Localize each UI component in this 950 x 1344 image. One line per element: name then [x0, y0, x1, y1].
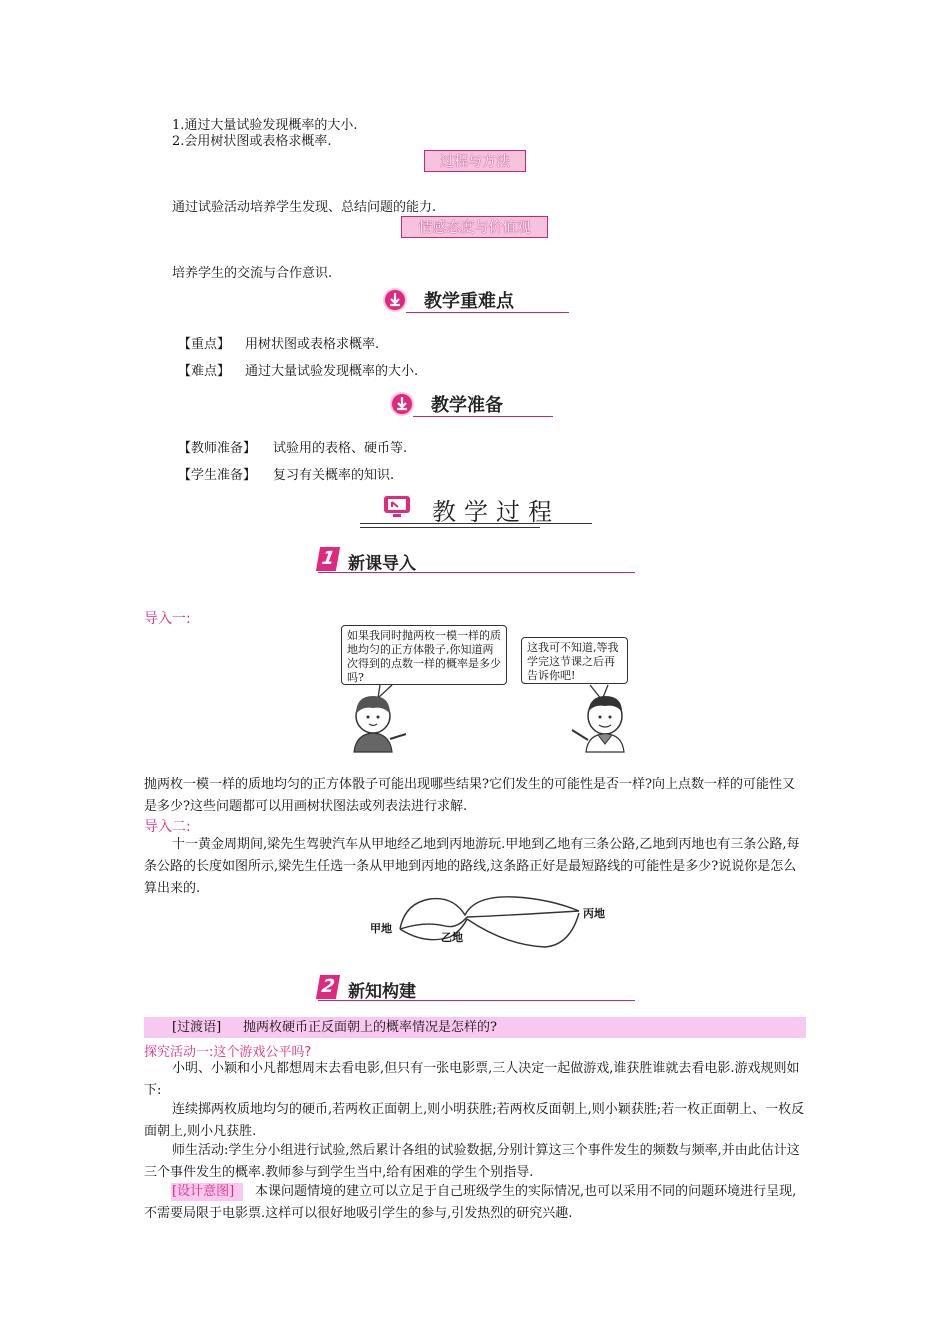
divider: [318, 572, 635, 573]
preparation-heading: 教学准备: [431, 395, 503, 416]
monitor-icon: [382, 494, 412, 520]
cartoon-illustration: [340, 684, 635, 754]
intro2-text: 十一黄金周期间,梁先生驾驶汽车从甲地经乙地到丙地游玩.甲地到乙地有三条公路,乙地到丙地也有三条公路,每条公路的长度如图所示,梁先生任选一条从甲地到丙地的路线,这条路正好是最短路线的可能性是多少?说说你是怎么算出来的.: [144, 837, 800, 896]
divider: [360, 527, 540, 528]
down-arrow-icon: [390, 392, 414, 416]
process-method-badge: 过程与方法: [424, 150, 526, 172]
section-2-number: 2: [316, 975, 340, 999]
process-method-text: 通过试验活动培养学生发现、总结问题的能力.: [172, 200, 437, 215]
emotion-text: 培养学生的交流与合作意识.: [172, 266, 333, 281]
speech-bubble-left: 如果我同时抛两枚一模一样的质地均匀的正方体骰子,你知道两次得到的点数一样的概率是多少吗?: [341, 625, 507, 685]
key-text: 用树状图或表格求概率.: [245, 337, 380, 352]
section-1-number: 1: [316, 547, 340, 571]
divider: [406, 312, 569, 313]
map-label-a: 甲地: [370, 922, 392, 935]
design-label: [设计意图]: [172, 1184, 235, 1199]
map-label-b: 乙地: [441, 931, 463, 944]
student-prep-label: 【学生准备】: [178, 468, 257, 483]
down-arrow-icon: [383, 288, 407, 312]
divider: [413, 416, 553, 417]
objective-1: 1.通过大量试验发现概率的大小.: [172, 118, 358, 133]
speech-bubble-right: 这我可不知道,等我学完这节课之后再告诉你吧!: [521, 637, 628, 684]
design-text: 本课问题情境的建立可以立足于自己班级学生的实际情况,也可以采用不同的问题环境进行呈现,不需要局限于电影票.这样可以很好地吸引学生的参与,引发热烈的研究兴趣.: [144, 1184, 797, 1221]
divider: [360, 523, 592, 524]
route-map: [395, 893, 585, 953]
key-points-heading: 教学重难点: [424, 291, 514, 312]
difficult-label: 【难点】: [178, 364, 231, 379]
girl-figure: [354, 696, 406, 752]
objective-2: 2.会用树状图或表格求概率.: [172, 134, 332, 149]
explore1-paragraph-3: 师生活动:学生分小组进行试验,然后累计各组的试验数据,分别计算这三个事件发生的频数与频率,并由此估计这三个事件发生的概率.教师参与到学生当中,给有困难的学生个别指导.: [144, 1143, 800, 1180]
key-label: 【重点】: [178, 337, 231, 352]
explore1-paragraph-1: 小明、小颖和小凡都想周末去看电影,但只有一张电影票,三人决定一起做游戏,谁获胜谁就去看电影.游戏规则如下:: [144, 1061, 800, 1098]
intro2-label: 导入二:: [144, 819, 191, 835]
map-label-c: 丙地: [583, 907, 605, 920]
transition-label: [过渡语]: [172, 1020, 222, 1035]
intro1-text: 抛两枚一模一样的质地均匀的正方体骰子可能出现哪些结果?它们发生的可能性是否一样?向上点数一样的可能性又是多少?这些问题都可以用画树状图法或列表法进行求解.: [144, 777, 795, 814]
transition-text: 抛两枚硬币正反面朝上的概率情况是怎样的?: [243, 1020, 497, 1035]
explore1-paragraph-2: 连续掷两枚质地均匀的硬币,若两枚正面朝上,则小明获胜;若两枚反面朝上,则小颖获胜;若一枚正面朝上、一枚反面朝上,则小凡获胜.: [144, 1102, 805, 1139]
divider: [318, 1000, 635, 1001]
boy-figure: [572, 696, 624, 752]
explore1-label: 探究活动一:这个游戏公平吗?: [144, 1045, 312, 1060]
section-1-title: 新课导入: [348, 554, 416, 574]
emotion-badge: 情感态度与价值观: [401, 216, 548, 238]
difficult-text: 通过大量试验发现概率的大小.: [245, 364, 419, 379]
teaching-process-heading: 教学过程: [432, 498, 560, 526]
teacher-prep-label: 【教师准备】: [178, 441, 257, 456]
teacher-prep-text: 试验用的表格、硬币等.: [273, 441, 408, 456]
student-prep-text: 复习有关概率的知识.: [273, 468, 395, 483]
section-2-title: 新知构建: [348, 982, 416, 1002]
intro1-label: 导入一:: [144, 611, 191, 627]
